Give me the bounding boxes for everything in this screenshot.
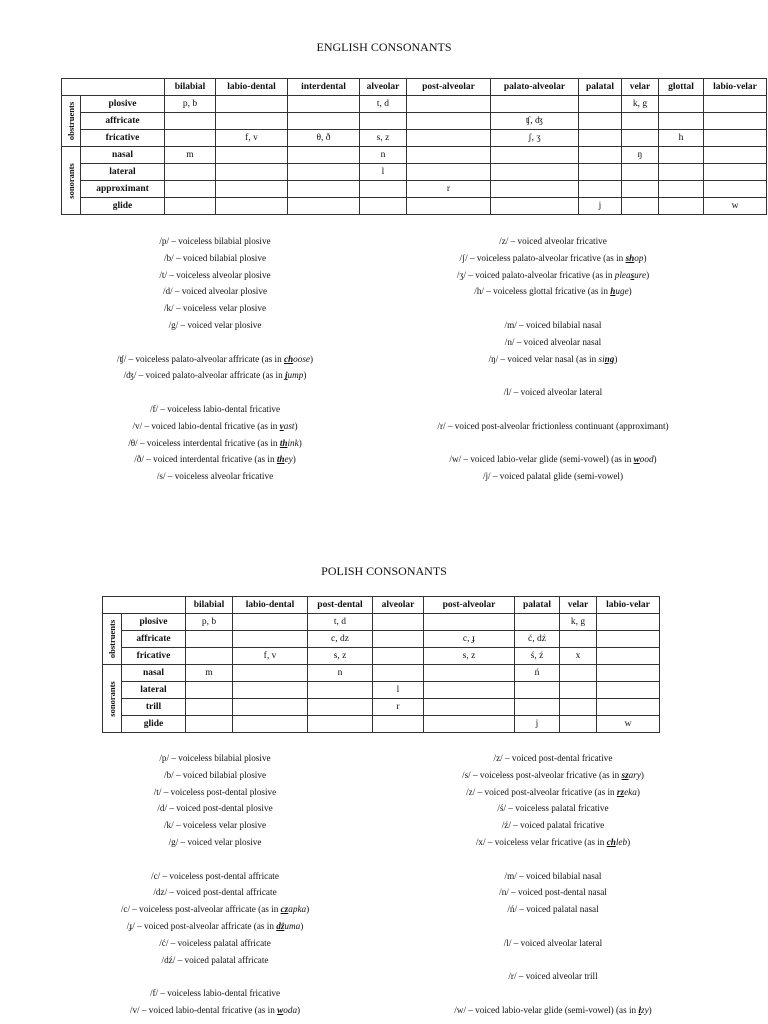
example-word: czapka <box>280 904 307 915</box>
corner-cell <box>103 597 186 614</box>
phoneme-description: /n/ – voiced alveolar nasal <box>504 336 602 347</box>
phoneme-cell: w <box>704 198 767 215</box>
column-header: palato-alveolar <box>491 79 579 96</box>
group-label <box>62 147 81 215</box>
phoneme-cell <box>560 631 597 648</box>
phoneme-description: /w/ – voiced labio-velar glide (semi-vowel) (as in łzy) <box>454 1004 652 1015</box>
table-row <box>62 164 767 181</box>
phoneme-cell <box>288 164 360 181</box>
phoneme-description: /d/ – voiced alveolar plosive <box>162 286 268 297</box>
phoneme-cell: ć, dź <box>515 631 560 648</box>
polish-consonant-table <box>102 596 660 733</box>
phoneme-cell <box>186 631 233 648</box>
phoneme-cell <box>186 648 233 665</box>
polish-descriptions-left <box>60 750 370 1019</box>
phoneme-cell <box>424 682 515 699</box>
phoneme-cell: r <box>407 181 491 198</box>
phoneme-cell <box>579 130 622 147</box>
phoneme-cell: l <box>373 682 424 699</box>
phoneme-cell: j <box>579 198 622 215</box>
phoneme-cell <box>216 181 288 198</box>
phoneme-cell <box>491 198 579 215</box>
phoneme-cell <box>579 113 622 130</box>
phoneme-cell <box>579 164 622 181</box>
phoneme-cell: s, z <box>424 648 515 665</box>
phoneme-cell <box>288 96 360 113</box>
phoneme-cell <box>491 147 579 164</box>
polish-descriptions-right <box>398 750 708 1019</box>
phoneme-cell <box>308 716 373 733</box>
phoneme-description: /p/ – voiceless bilabial plosive <box>159 236 271 246</box>
phoneme-cell <box>515 682 560 699</box>
phoneme-cell <box>622 130 659 147</box>
phoneme-description: /l/ – voiced alveolar lateral <box>503 387 603 398</box>
manner-label: nasal <box>122 665 186 682</box>
spacer <box>398 952 708 969</box>
phoneme-cell <box>491 164 579 181</box>
phoneme-cell <box>407 130 491 147</box>
table-row <box>103 648 660 665</box>
table-row <box>62 181 767 198</box>
phoneme-description: /b/ – voiced bilabial plosive <box>163 252 267 263</box>
phoneme-description: /t/ – voiceless post-dental plosive <box>153 786 277 797</box>
column-header: bilabial <box>186 597 233 614</box>
spacer <box>398 851 708 868</box>
phoneme-cell: ʃ, ʒ <box>491 130 579 147</box>
column-header: alveolar <box>360 79 407 96</box>
phoneme-description: /ʤ/ – voiced palato-alveolar affricate (as in jump) <box>123 370 307 381</box>
phoneme-description: /ɟ/ – voiced post-alveolar affricate (as in dżuma) <box>126 920 304 931</box>
phoneme-cell <box>704 130 767 147</box>
phoneme-description: /z/ – voiced post-dental fricative <box>493 753 613 763</box>
manner-label: nasal <box>81 147 165 164</box>
phoneme-description: /dz/ – voiced post-dental affricate <box>153 887 277 898</box>
phoneme-cell: x <box>560 648 597 665</box>
phoneme-cell <box>165 198 216 215</box>
phoneme-description: /ʃ/ – voiceless palato-alveolar fricative (as in shop) <box>459 252 647 263</box>
phoneme-description: /g/ – voiced velar plosive <box>168 836 262 847</box>
phoneme-cell <box>560 665 597 682</box>
manner-label: trill <box>122 699 186 716</box>
phoneme-cell <box>216 164 288 181</box>
phoneme-description: /m/ – voiced bilabial nasal <box>504 870 602 881</box>
phoneme-description: /r/ – voiced alveolar trill <box>508 971 598 982</box>
phoneme-cell <box>597 648 660 665</box>
phoneme-cell <box>407 113 491 130</box>
phoneme-description: /f/ – voiceless labio-dental fricative <box>149 403 281 414</box>
table-row <box>62 147 767 164</box>
phoneme-cell: k, g <box>622 96 659 113</box>
phoneme-description: /v/ – voiced labio-dental fricative (as in woda) <box>129 1004 301 1015</box>
english-descriptions-right <box>398 233 708 485</box>
manner-label: fricative <box>81 130 165 147</box>
phoneme-cell <box>659 164 704 181</box>
phoneme-cell <box>407 147 491 164</box>
table-row <box>103 716 660 733</box>
phoneme-cell: l <box>360 164 407 181</box>
phoneme-description: /t/ – voiceless alveolar plosive <box>159 269 271 280</box>
phoneme-description: /v/ – voiced labio-dental fricative (as in vast) <box>132 420 298 431</box>
column-header: labio-dental <box>233 597 308 614</box>
group-label <box>62 96 81 147</box>
english-descriptions-left <box>60 233 370 485</box>
english-consonant-table <box>61 78 767 215</box>
phoneme-cell <box>424 699 515 716</box>
phoneme-cell <box>579 147 622 164</box>
phoneme-cell <box>597 631 660 648</box>
phoneme-cell <box>288 181 360 198</box>
phoneme-cell <box>216 198 288 215</box>
phoneme-cell: n <box>308 665 373 682</box>
phoneme-cell <box>233 716 308 733</box>
phoneme-description: /ŋ/ – voiced velar nasal (as in sing) <box>488 353 618 364</box>
phoneme-description: /d/ – voiced post-dental plosive <box>157 803 273 814</box>
group-label-text: obstruents <box>66 101 76 141</box>
phoneme-cell <box>515 614 560 631</box>
manner-label: lateral <box>81 164 165 181</box>
column-header: bilabial <box>165 79 216 96</box>
phoneme-description: /s/ – voiceless alveolar fricative <box>156 471 274 482</box>
table-row <box>62 130 767 147</box>
table-row <box>103 699 660 716</box>
phoneme-cell <box>186 682 233 699</box>
phoneme-cell <box>308 682 373 699</box>
phoneme-cell <box>407 164 491 181</box>
phoneme-description: /g/ – voiced velar plosive <box>168 319 262 330</box>
phoneme-cell: ś, ź <box>515 648 560 665</box>
phoneme-description: /z/ – voiced post-alveolar fricative (as in rzeka) <box>466 786 640 797</box>
example-word: woda <box>277 1004 298 1015</box>
phoneme-cell <box>373 665 424 682</box>
phoneme-cell <box>373 614 424 631</box>
phoneme-cell <box>659 147 704 164</box>
phoneme-description: /b/ – voiced bilabial plosive <box>163 769 267 780</box>
manner-label: plosive <box>81 96 165 113</box>
example-word: huge <box>610 286 629 297</box>
example-word: choose <box>283 353 311 364</box>
phoneme-cell <box>704 113 767 130</box>
table-row <box>103 665 660 682</box>
corner-cell <box>62 79 165 96</box>
phoneme-description: /n/ – voiced post-dental nasal <box>499 887 607 898</box>
phoneme-cell <box>233 665 308 682</box>
column-header: labio-velar <box>704 79 767 96</box>
english-title: ENGLISH CONSONANTS <box>316 40 452 54</box>
example-word: łzy <box>638 1004 649 1015</box>
phoneme-description: /x/ – voiceless velar fricative (as in chleb) <box>475 836 631 847</box>
phoneme-cell <box>424 716 515 733</box>
phoneme-cell: f, v <box>216 130 288 147</box>
phoneme-description: /ć/ – voiceless palatal affricate <box>159 937 271 948</box>
phoneme-cell <box>424 665 515 682</box>
phoneme-cell: θ, ð <box>288 130 360 147</box>
phoneme-cell <box>165 130 216 147</box>
phoneme-description: /l/ – voiced alveolar lateral <box>503 937 603 948</box>
phoneme-cell: m <box>186 665 233 682</box>
phoneme-cell <box>622 181 659 198</box>
phoneme-cell <box>659 113 704 130</box>
example-word: pleasure <box>614 269 647 280</box>
phoneme-cell <box>597 665 660 682</box>
example-word: rzeka <box>616 786 637 797</box>
example-word: vast <box>279 420 295 431</box>
phoneme-cell <box>597 699 660 716</box>
phoneme-cell <box>308 699 373 716</box>
column-header: palatal <box>579 79 622 96</box>
spacer <box>60 851 370 868</box>
phoneme-cell: r <box>373 699 424 716</box>
phoneme-cell: ŋ <box>622 147 659 164</box>
phoneme-cell: w <box>597 716 660 733</box>
phoneme-cell: t, d <box>308 614 373 631</box>
phoneme-cell <box>622 198 659 215</box>
phoneme-description: /r/ – voiced post-alveolar frictionless continuant (approximant) <box>437 420 669 431</box>
column-header: velar <box>560 597 597 614</box>
phoneme-cell <box>186 716 233 733</box>
phoneme-cell <box>560 682 597 699</box>
phoneme-description: /s/ – voiceless post-alveolar fricative (as in szary) <box>462 769 644 780</box>
example-word: sing <box>598 353 615 364</box>
polish-title: POLISH CONSONANTS <box>321 564 447 578</box>
column-header: post-alveolar <box>424 597 515 614</box>
phoneme-cell: n <box>360 147 407 164</box>
phoneme-cell: k, g <box>560 614 597 631</box>
column-header: alveolar <box>373 597 424 614</box>
phoneme-cell: p, b <box>165 96 216 113</box>
phoneme-cell <box>424 614 515 631</box>
phoneme-description: /ð/ – voiced interdental fricative (as in they) <box>134 454 296 465</box>
phoneme-cell: s, z <box>360 130 407 147</box>
phoneme-cell: f, v <box>233 648 308 665</box>
table-row <box>62 198 767 215</box>
phoneme-cell <box>288 147 360 164</box>
phoneme-description: /k/ – voiceless velar plosive <box>163 820 267 831</box>
spacer <box>398 401 708 418</box>
spacer <box>398 367 708 384</box>
phoneme-cell <box>407 96 491 113</box>
phoneme-cell <box>491 181 579 198</box>
phoneme-cell: ʧ, ʤ <box>491 113 579 130</box>
manner-label: lateral <box>122 682 186 699</box>
table-row <box>103 614 660 631</box>
group-label-text: sonorants <box>66 162 76 199</box>
phoneme-description: /ś/ – voiceless palatal fricative <box>497 803 609 814</box>
phoneme-cell <box>288 198 360 215</box>
phoneme-cell <box>288 113 360 130</box>
phoneme-cell <box>597 682 660 699</box>
spacer <box>60 384 370 401</box>
example-word: shop <box>625 252 644 263</box>
spacer <box>60 968 370 985</box>
phoneme-description: /ʒ/ – voiced palato-alveolar fricative (as in pleasure) <box>456 269 650 280</box>
spacer <box>398 918 708 935</box>
phoneme-cell <box>659 96 704 113</box>
phoneme-description: /ź/ – voiced palatal fricative <box>501 820 605 831</box>
phoneme-description: /dź/ – voiced palatal affricate <box>161 954 269 965</box>
phoneme-description: /w/ – voiced labio-velar glide (semi-vowel) (as in wood) <box>449 454 657 465</box>
phoneme-cell <box>704 181 767 198</box>
phoneme-cell <box>165 164 216 181</box>
phoneme-cell: h <box>659 130 704 147</box>
phoneme-cell <box>579 181 622 198</box>
phoneme-description: /z/ – voiced alveolar fricative <box>499 236 607 246</box>
manner-label: glide <box>81 198 165 215</box>
phoneme-cell <box>216 147 288 164</box>
phoneme-cell <box>704 147 767 164</box>
phoneme-cell <box>515 699 560 716</box>
spacer <box>60 334 370 351</box>
phoneme-cell: m <box>165 147 216 164</box>
phoneme-cell <box>373 648 424 665</box>
spacer <box>398 985 708 1002</box>
phoneme-cell <box>233 631 308 648</box>
phoneme-cell: c, ɟ <box>424 631 515 648</box>
column-header: palatal <box>515 597 560 614</box>
column-header: post-dental <box>308 597 373 614</box>
phoneme-cell: ń <box>515 665 560 682</box>
group-label-text: obstruents <box>107 619 117 659</box>
table-row <box>103 682 660 699</box>
example-word: chleb <box>606 836 628 847</box>
manner-label: affricate <box>122 631 186 648</box>
column-header: velar <box>622 79 659 96</box>
manner-label: affricate <box>81 113 165 130</box>
example-word: think <box>279 437 299 448</box>
phoneme-cell: s, z <box>308 648 373 665</box>
phoneme-description: /θ/ – voiceless interdental fricative (as in think) <box>128 437 302 448</box>
phoneme-cell <box>360 198 407 215</box>
example-word: dżuma <box>276 920 301 931</box>
group-label <box>103 614 122 665</box>
table-row <box>62 113 767 130</box>
phoneme-cell: j <box>515 716 560 733</box>
example-word: szary <box>621 769 641 780</box>
phoneme-cell <box>233 699 308 716</box>
phoneme-cell <box>560 699 597 716</box>
phoneme-cell <box>216 96 288 113</box>
phoneme-description: /p/ – voiceless bilabial plosive <box>159 753 271 763</box>
phoneme-description: /ʧ/ – voiceless palato-alveolar affricate (as in choose) <box>116 353 314 364</box>
phoneme-description: /j/ – voiced palatal glide (semi-vowel) <box>482 471 624 482</box>
phoneme-cell <box>407 198 491 215</box>
example-word: jump <box>284 370 304 381</box>
phoneme-cell <box>659 181 704 198</box>
phoneme-cell: t, d <box>360 96 407 113</box>
table-row <box>103 631 660 648</box>
phoneme-cell <box>360 181 407 198</box>
phoneme-cell <box>233 614 308 631</box>
phoneme-cell <box>704 96 767 113</box>
phoneme-description: /c/ – voiceless post-alveolar affricate (as in czapka) <box>120 904 310 915</box>
phoneme-cell <box>704 164 767 181</box>
group-label <box>103 665 122 733</box>
phoneme-cell <box>560 716 597 733</box>
phoneme-cell: p, b <box>186 614 233 631</box>
phoneme-cell <box>597 614 660 631</box>
phoneme-cell <box>622 113 659 130</box>
spacer <box>398 435 708 452</box>
phoneme-cell <box>165 181 216 198</box>
phoneme-cell: c, dz <box>308 631 373 648</box>
phoneme-cell <box>233 682 308 699</box>
manner-label: glide <box>122 716 186 733</box>
manner-label: plosive <box>122 614 186 631</box>
phoneme-cell <box>216 113 288 130</box>
phoneme-description: /h/ – voiceless glottal fricative (as in huge) <box>474 286 632 297</box>
phoneme-description: /ń/ – voiced palatal nasal <box>507 904 599 915</box>
column-header: interdental <box>288 79 360 96</box>
column-header: post-alveolar <box>407 79 491 96</box>
column-header: labio-dental <box>216 79 288 96</box>
phoneme-cell <box>165 113 216 130</box>
phoneme-cell <box>579 96 622 113</box>
group-label-text: sonorants <box>107 680 117 717</box>
phoneme-cell <box>360 113 407 130</box>
phoneme-cell <box>373 716 424 733</box>
phoneme-cell <box>622 164 659 181</box>
example-word: wood <box>633 454 654 465</box>
phoneme-description: /f/ – voiceless labio-dental fricative <box>149 988 281 999</box>
spacer <box>398 300 708 317</box>
phoneme-description: /k/ – voiceless velar plosive <box>163 303 267 314</box>
phoneme-description: /m/ – voiced bilabial nasal <box>504 319 602 330</box>
column-header: glottal <box>659 79 704 96</box>
column-header: labio-velar <box>597 597 660 614</box>
phoneme-cell <box>491 96 579 113</box>
phoneme-description: /c/ – voiceless post-dental affricate <box>151 870 279 881</box>
phoneme-cell <box>659 198 704 215</box>
phoneme-cell <box>373 631 424 648</box>
table-row <box>62 96 767 113</box>
manner-label: approximant <box>81 181 165 198</box>
phoneme-cell <box>186 699 233 716</box>
example-word: they <box>276 454 293 465</box>
manner-label: fricative <box>122 648 186 665</box>
